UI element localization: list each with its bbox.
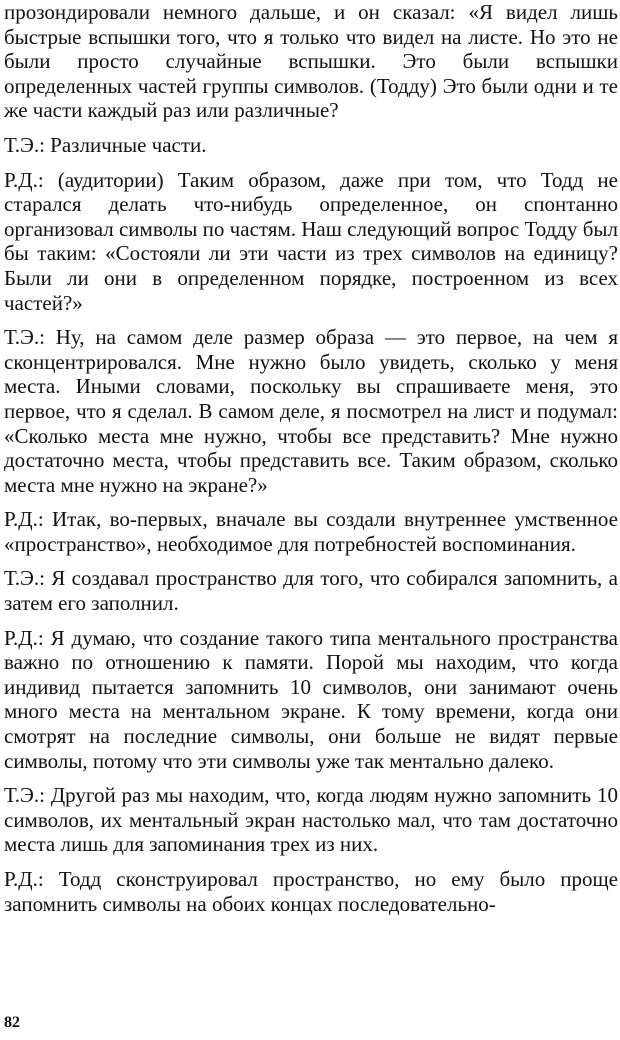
paragraph: прозондировали немного дальше, и он сказал: «Я видел лишь быстрые вспышки того, что я только что видел на листе. Но это не были просто случайные вспышки. Это были вспышки определенных частей группы символов. (Тодду) Это были одни и те же части каждый раз или различные? xyxy=(4,0,618,123)
paragraph: Р.Д.: Итак, во-первых, вначале вы создали внутреннее умственное «пространство», необходимое для потребностей воспоминания. xyxy=(4,507,618,556)
paragraph: Р.Д.: Тодд сконструировал пространство, но ему было проще запомнить символы на обоих концах последовательно- xyxy=(4,867,618,916)
paragraph: Т.Э.: Ну, на самом деле размер образа — это первое, на чем я сконцентрировался. Мне нужно было увидеть, сколько у меня места. Иными словами, поскольку вы спрашиваете меня, это первое, что я сделал. В самом деле, я посмотрел на лист и подумал: «Сколько места мне нужно, чтобы все представить? Мне нужно достаточно места, чтобы представить все. Таким образом, сколько места мне нужно на экране?» xyxy=(4,325,618,497)
paragraph: Т.Э.: Различные части. xyxy=(4,132,207,157)
page-number: 82 xyxy=(4,1014,20,1031)
paragraph: Р.Д.: Я думаю, что создание такого типа ментального пространства важно по отношению к памяти. Порой мы находим, что когда индивид пытается запомнить 10 символов, они занимают очень много места на ментальном экране. К тому времени, когда они смотрят на последние символы, они больше не видят первые символы, потому что эти символы уже так ментально далеко. xyxy=(4,625,618,773)
paragraph: Т.Э.: Другой раз мы находим, что, когда людям нужно запомнить 10 символов, их ментальный экран настолько мал, что там достаточно места лишь для запоминания трех из них. xyxy=(4,783,618,857)
paragraph: Р.Д.: (аудитории) Таким образом, даже при том, что Тодд не старался делать что-нибудь определенное, он спонтанно организовал символы по частям. Наш следующий вопрос Тодду был бы таким: «Состояли ли эти части из трех символов на единицу? Были ли они в определенном порядке, построенном из всех частей?» xyxy=(4,167,618,315)
book-page xyxy=(4,0,618,1040)
paragraph: Т.Э.: Я создавал пространство для того, что собирался запомнить, а затем его заполнил. xyxy=(4,566,618,616)
